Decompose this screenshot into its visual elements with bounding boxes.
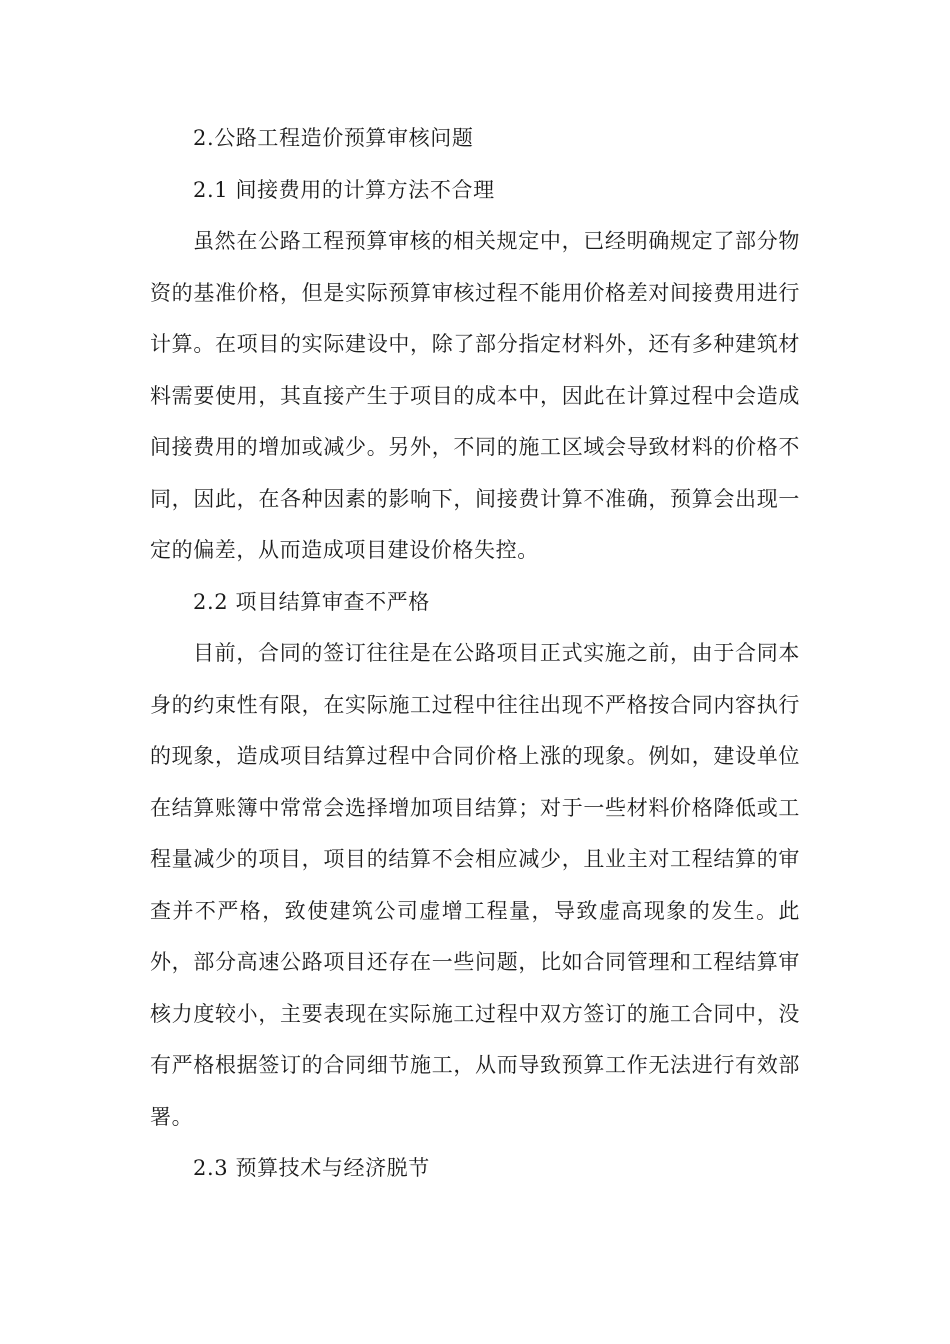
document-page bbox=[150, 113, 800, 1195]
section-title: 2.公路工程造价预算审核问题 bbox=[193, 126, 474, 150]
paragraph-2-1: 虽然在公路工程预算审核的相关规定中，已经明确规定了部分物资的基准价格，但是实际预算审核过程不能用价格差对间接费用进行计算。在项目的实际建设中，除了部分指定材料外，还有多种建筑材料需要使用，其直接产生于项目的成本中，因此在计算过程中会造成间接费用的增加或减少。另外，不同的施工区域会导致材料的价格不同，因此，在各种因素的影响下，间接费计算不准确，预算会出现一定的偏差，从而造成项目建设价格失控。 bbox=[150, 229, 800, 562]
subsection-heading-2-2: 2.2 项目结算审查不严格 bbox=[193, 589, 430, 614]
subsection-heading-2-1: 2.1 间接费用的计算方法不合理 bbox=[193, 177, 495, 202]
subsection-heading-2-3: 2.3 预算技术与经济脱节 bbox=[193, 1156, 430, 1180]
paragraph-2-2: 目前，合同的签订往往是在公路项目正式实施之前，由于合同本身的约束性有限，在实际施工过程中往往出现不严格按合同内容执行的现象，造成项目结算过程中合同价格上涨的现象。例如，建设单位在结算账簿中常常会选择增加项目结算；对于一些材料价格降低或工程量减少的项目，项目的结算不会相应减少，且业主对工程结算的审查并不严格，致使建筑公司虚增工程量，导致虚高现象的发生。此外，部分高速公路项目还存在一些问题，比如合同管理和工程结算审核力度较小，主要表现在实际施工过程中双方签订的施工合同中，没有严格根据签订的合同细节施工，从而导致预算工作无法进行有效部署。 bbox=[150, 641, 800, 1129]
